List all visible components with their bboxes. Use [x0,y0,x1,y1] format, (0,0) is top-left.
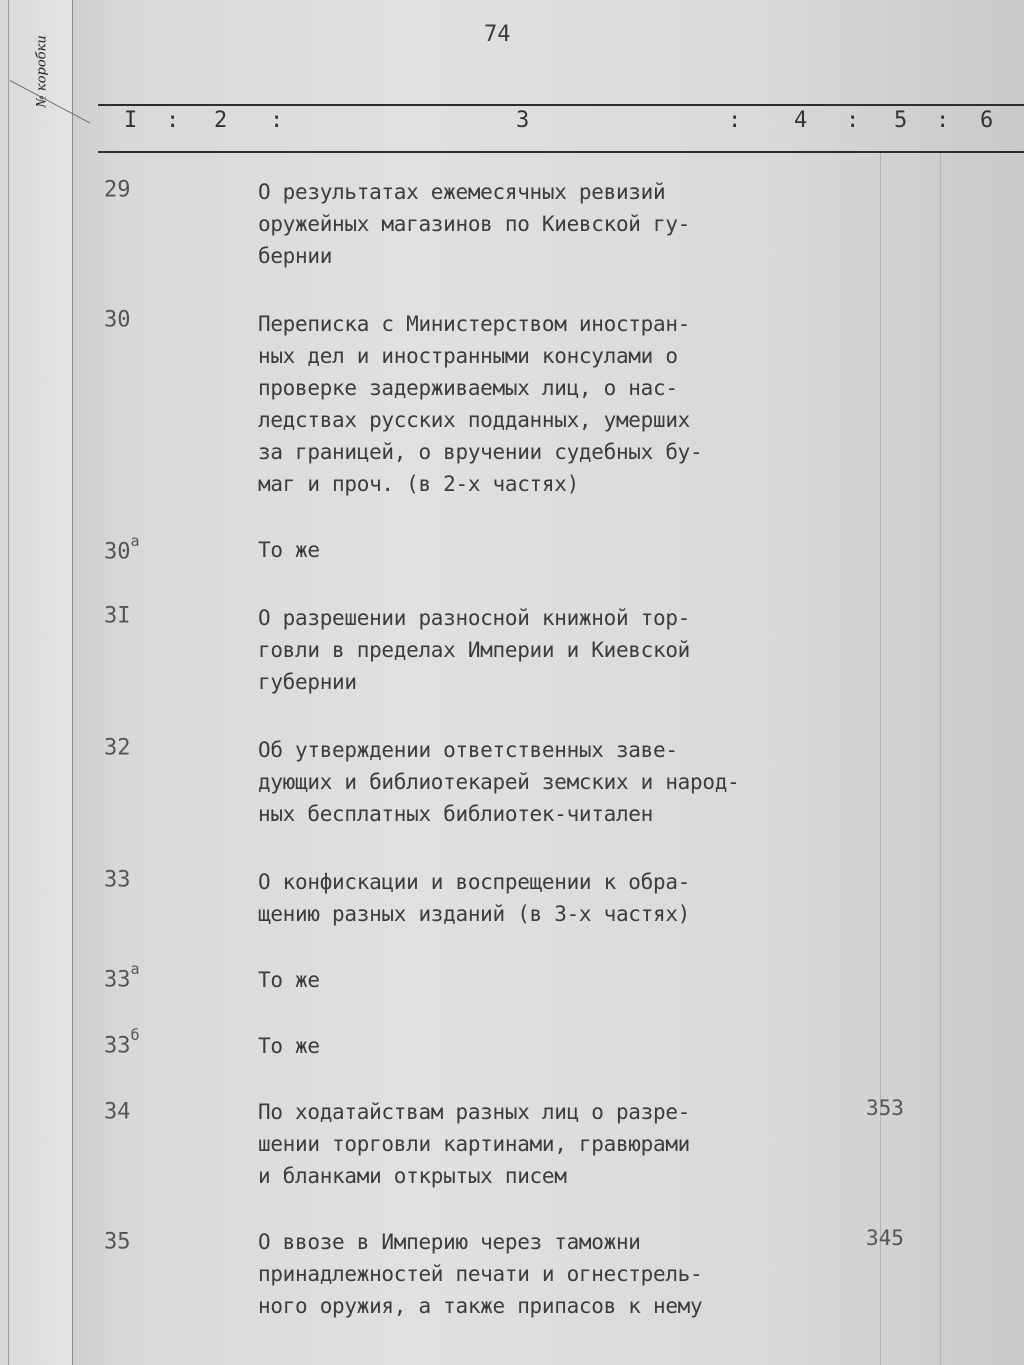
header-rule-bottom [98,151,1024,153]
header-sep-1: : [166,108,180,133]
entry-description: Переписка с Министерством иностран- ных дел и иностранными консулами о проверке задерживаемых лиц, о нас- ледствах русских подданных, умерших за границей, о вручении судебных бу- маг и проч. (в 2-х частях) [258,312,703,496]
entry-description: По ходатайствам разных лиц о разре- шении торговли картинами, гравюрами и бланками открытых писем [258,1100,691,1188]
margin-inner-line [8,0,9,1365]
entry-number: 29 [104,177,131,203]
column-divider-5 [880,153,881,1365]
header-sep-2: : [270,108,284,133]
header-col-1: I [124,108,138,133]
margin-strip [0,0,73,1365]
header-sep-3: : [728,108,742,133]
page-number: 74 [484,22,511,47]
entry-col4-value: 353 [866,1096,904,1120]
entry-number: $30^а$ [104,532,140,565]
entry-description: О разрешении разносной книжной тор- говли в пределах Империи и Киевской губернии [258,606,691,694]
entry-description: То же [258,538,320,562]
header-sep-4: : [846,108,860,133]
header-col-2: 2 [214,108,228,133]
entry-col4-value: 345 [866,1226,904,1250]
entry-number: 33 [104,867,131,893]
entry-number: 3I [104,603,131,629]
margin-label-text: № коробки [34,35,50,108]
entry-description: То же [258,968,320,992]
entry-description: Об утверждении ответственных заве- дующих и библиотекарей земских и народ- ных бесплатных библиотек-читален [258,738,740,826]
entry-number: 32 [104,735,131,761]
header-rule-top [98,104,1024,106]
entry-description: То же [258,1034,320,1058]
header-col-3: 3 [516,108,530,133]
column-divider-6 [940,153,941,1365]
entry-description: О ввозе в Империю через таможни принадлежностей печати и огнестрель- ного оружия, а также припасов к нему [258,1230,703,1318]
header-col-4: 4 [794,108,808,133]
entry-number: $33^а$ [104,960,140,993]
entry-number: 35 [104,1229,131,1255]
entry-number: $33^б$ [104,1026,140,1059]
entry-description: О конфискации и воспрещении к обра- щению разных изданий (в 3-х частях) [258,870,691,926]
header-col-5: 5 [894,108,908,133]
entry-number: 30 [104,307,131,333]
header-col-6: 6 [980,108,994,133]
header-sep-5: : [936,108,950,133]
entry-number: 34 [104,1099,131,1125]
entry-description: О результатах ежемесячных ревизий оружейных магазинов по Киевской гу- бернии [258,180,691,268]
